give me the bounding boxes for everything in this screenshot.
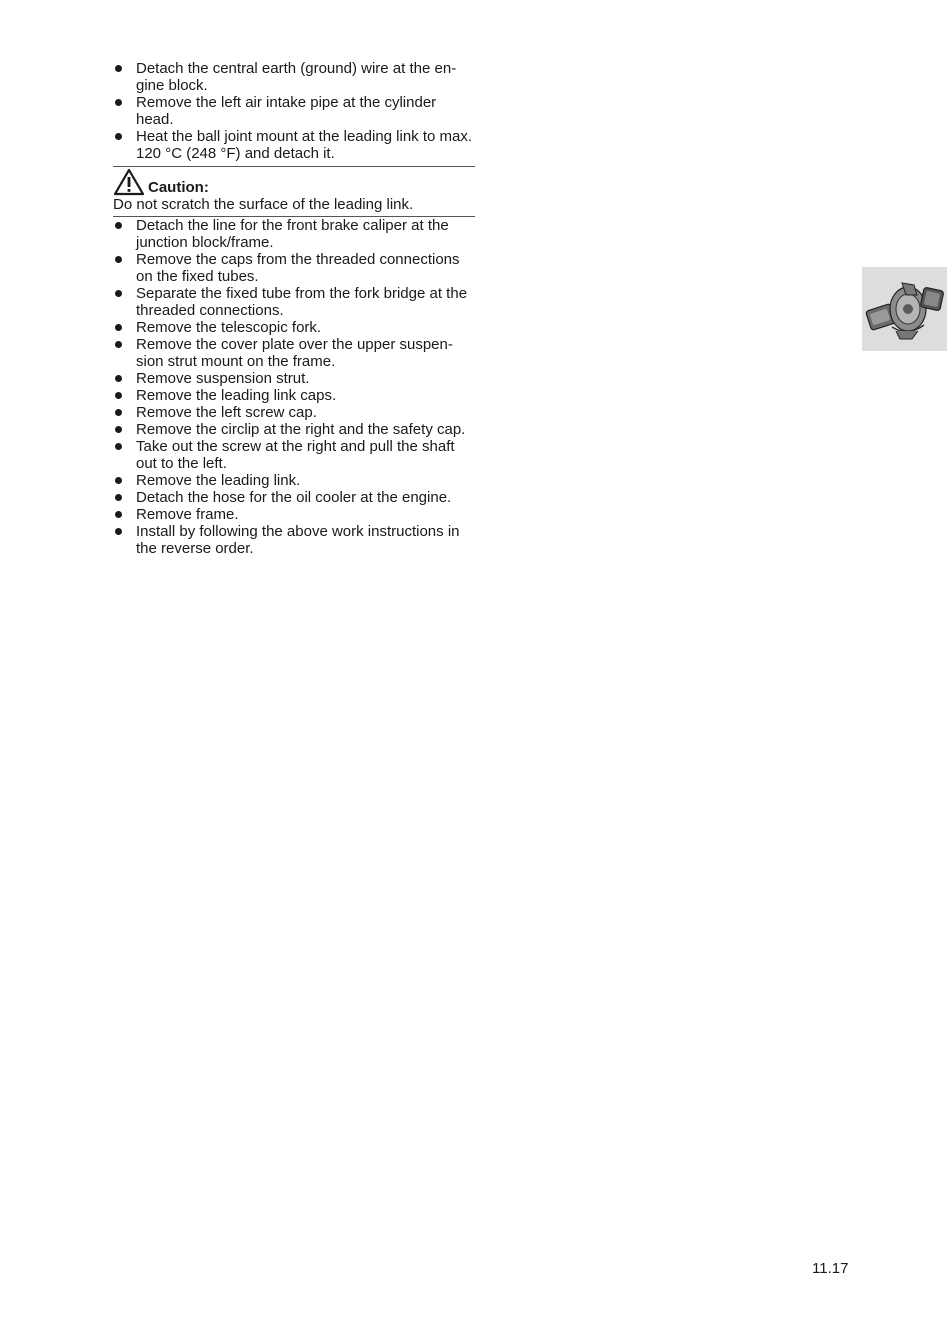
bullet-icon <box>115 375 122 382</box>
list-item: Remove the cover plate over the upper suspension strut mount on the frame. <box>113 336 475 370</box>
list-item: Remove the circlip at the right and the safety cap. <box>113 421 475 438</box>
page-number: 11.17 <box>812 1260 849 1277</box>
steps-list-after <box>113 217 475 557</box>
list-item: Separate the fixed tube from the fork bridge at the threaded connections. <box>113 285 475 319</box>
list-item: Heat the ball joint mount at the leading link to max. 120 °C (248 °F) and detach it. <box>113 128 475 162</box>
list-item: Take out the screw at the right and pull the shaft out to the left. <box>113 438 475 472</box>
bullet-icon <box>115 477 122 484</box>
caution-title: Caution: <box>148 179 209 196</box>
section-thumbnail <box>862 267 947 351</box>
list-item: Install by following the above work instructions in the reverse order. <box>113 523 475 557</box>
warning-triangle-icon <box>113 168 145 196</box>
list-item: Detach the hose for the oil cooler at the engine. <box>113 489 475 506</box>
bullet-icon <box>115 443 122 450</box>
bullet-icon <box>115 392 122 399</box>
caution-box <box>113 166 475 217</box>
list-item: Remove the leading link caps. <box>113 387 475 404</box>
bullet-icon <box>115 494 122 501</box>
engine-gearbox-thumbnail-icon <box>862 267 947 351</box>
bullet-icon <box>115 99 122 106</box>
list-item: Remove the caps from the threaded connections on the fixed tubes. <box>113 251 475 285</box>
steps-list-before <box>113 60 475 162</box>
list-item: Remove the left air intake pipe at the cylinder head. <box>113 94 475 128</box>
list-item: Remove suspension strut. <box>113 370 475 387</box>
bullet-icon <box>115 409 122 416</box>
bullet-icon <box>115 290 122 297</box>
bullet-icon <box>115 133 122 140</box>
list-item: Remove the leading link. <box>113 472 475 489</box>
bullet-icon <box>115 222 122 229</box>
bullet-icon <box>115 341 122 348</box>
list-item: Remove the telescopic fork. <box>113 319 475 336</box>
bullet-icon <box>115 511 122 518</box>
bullet-icon <box>115 426 122 433</box>
caution-text: Do not scratch the surface of the leading link. <box>113 196 414 213</box>
list-item: Detach the line for the front brake caliper at the junction block/frame. <box>113 217 475 251</box>
bullet-icon <box>115 256 122 263</box>
list-item: Detach the central earth (ground) wire at the engine block. <box>113 60 475 94</box>
bullet-icon <box>115 324 122 331</box>
list-item: Remove the left screw cap. <box>113 404 475 421</box>
bullet-icon <box>115 65 122 72</box>
caution-header <box>113 167 475 196</box>
instructions-column <box>113 60 475 557</box>
bullet-icon <box>115 528 122 535</box>
list-item: Remove frame. <box>113 506 475 523</box>
